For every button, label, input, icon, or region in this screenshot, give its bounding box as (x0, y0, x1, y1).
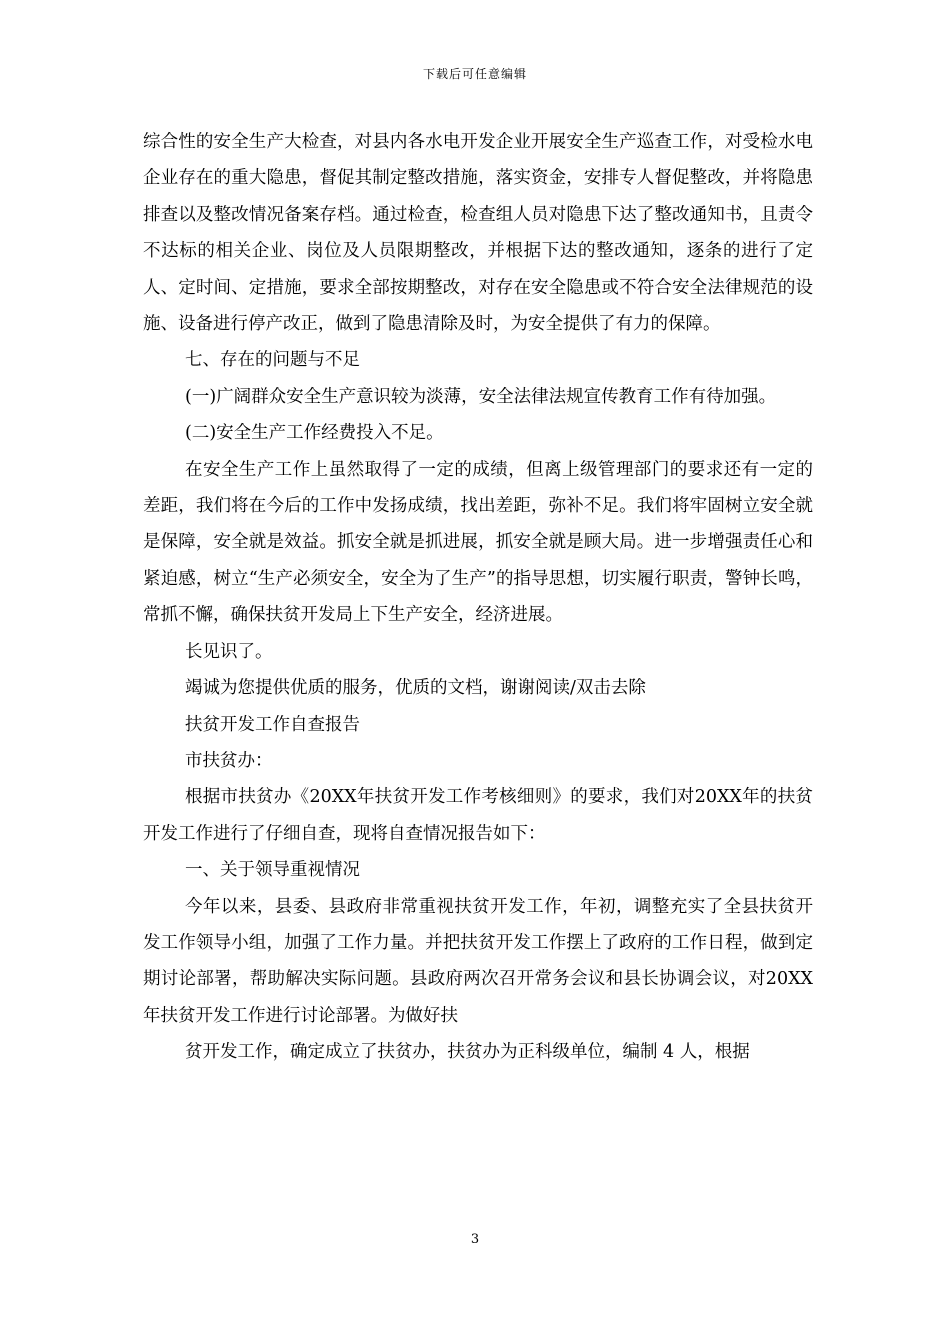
paragraph-problem-1: (一)广阔群众安全生产意识较为淡薄，安全法律法规宣传教育工作有待加强。 (185, 386, 777, 407)
paragraph-problem-2: (二)安全生产工作经费投入不足。 (185, 423, 444, 444)
report-title: 扶贫开发工作自查报告 (185, 714, 360, 735)
paragraph-office-setup: 贫开发工作，确定成立了扶贫办，扶贫办为正科级单位，编制 4 人，根据 (185, 1042, 750, 1063)
page-number: 3 (470, 1232, 480, 1247)
section-heading-problems: 七、存在的问题与不足 (185, 350, 360, 371)
report-addressee: 市扶贫办： (185, 750, 273, 771)
paragraph-leadership: 今年以来，县委、县政府非常重视扶贫开发工作，年初，调整充实了全县扶贫开发工作领导小组，加强了工作力量。并把扶贫开发工作摆上了政府的工作日程，做到定期讨论部署，帮助解决实际问题。县政府两次召开常务会议和县长协调会议，对20XX年扶贫开发工作进行讨论部署。为做好扶 (143, 896, 813, 1026)
section-heading-leadership: 一、关于领导重视情况 (185, 860, 360, 881)
paragraph-service-note: 竭诚为您提供优质的服务，优质的文档，谢谢阅读/双击去除 (185, 678, 646, 699)
paragraph-note: 长见识了。 (185, 641, 273, 662)
paragraph-intro: 根据市扶贫办《20XX年扶贫开发工作考核细则》的要求，我们对20XX年的扶贫开发工作进行了仔细自查，现将自查情况报告如下： (143, 787, 813, 844)
paragraph-conclusion: 在安全生产工作上虽然取得了一定的成绩，但离上级管理部门的要求还有一定的差距，我们将在今后的工作中发扬成绩，找出差距，弥补不足。我们将牢固树立安全就是保障，安全就是效益。抓安全就是抓进展，抓安全就是顾大局。进一步增强责任心和紧迫感，树立“生产必须安全，安全为了生产”的指导思想，切实履行职责，警钟长鸣，常抓不懈，确保扶贫开发局上下生产安全，经济进展。 (143, 459, 813, 626)
document-body (143, 124, 813, 1071)
paragraph-continuation: 综合性的安全生产大检查，对县内各水电开发企业开展安全生产巡查工作，对受检水电企业存在的重大隐患，督促其制定整改措施，落实资金，安排专人督促整改，并将隐患排查以及整改情况备案存档。通过检查，检查组人员对隐患下达了整改通知书，且责令不达标的相关企业、岗位及人员限期整改，并根据下达的整改通知，逐条的进行了定人、定时间、定措施，要求全部按期整改，对存在安全隐患或不符合安全法律规范的设施、设备进行停产改正，做到了隐患清除及时，为安全提供了有力的保障。 (143, 132, 813, 335)
page-header: 下载后可任意编辑 (422, 67, 527, 81)
